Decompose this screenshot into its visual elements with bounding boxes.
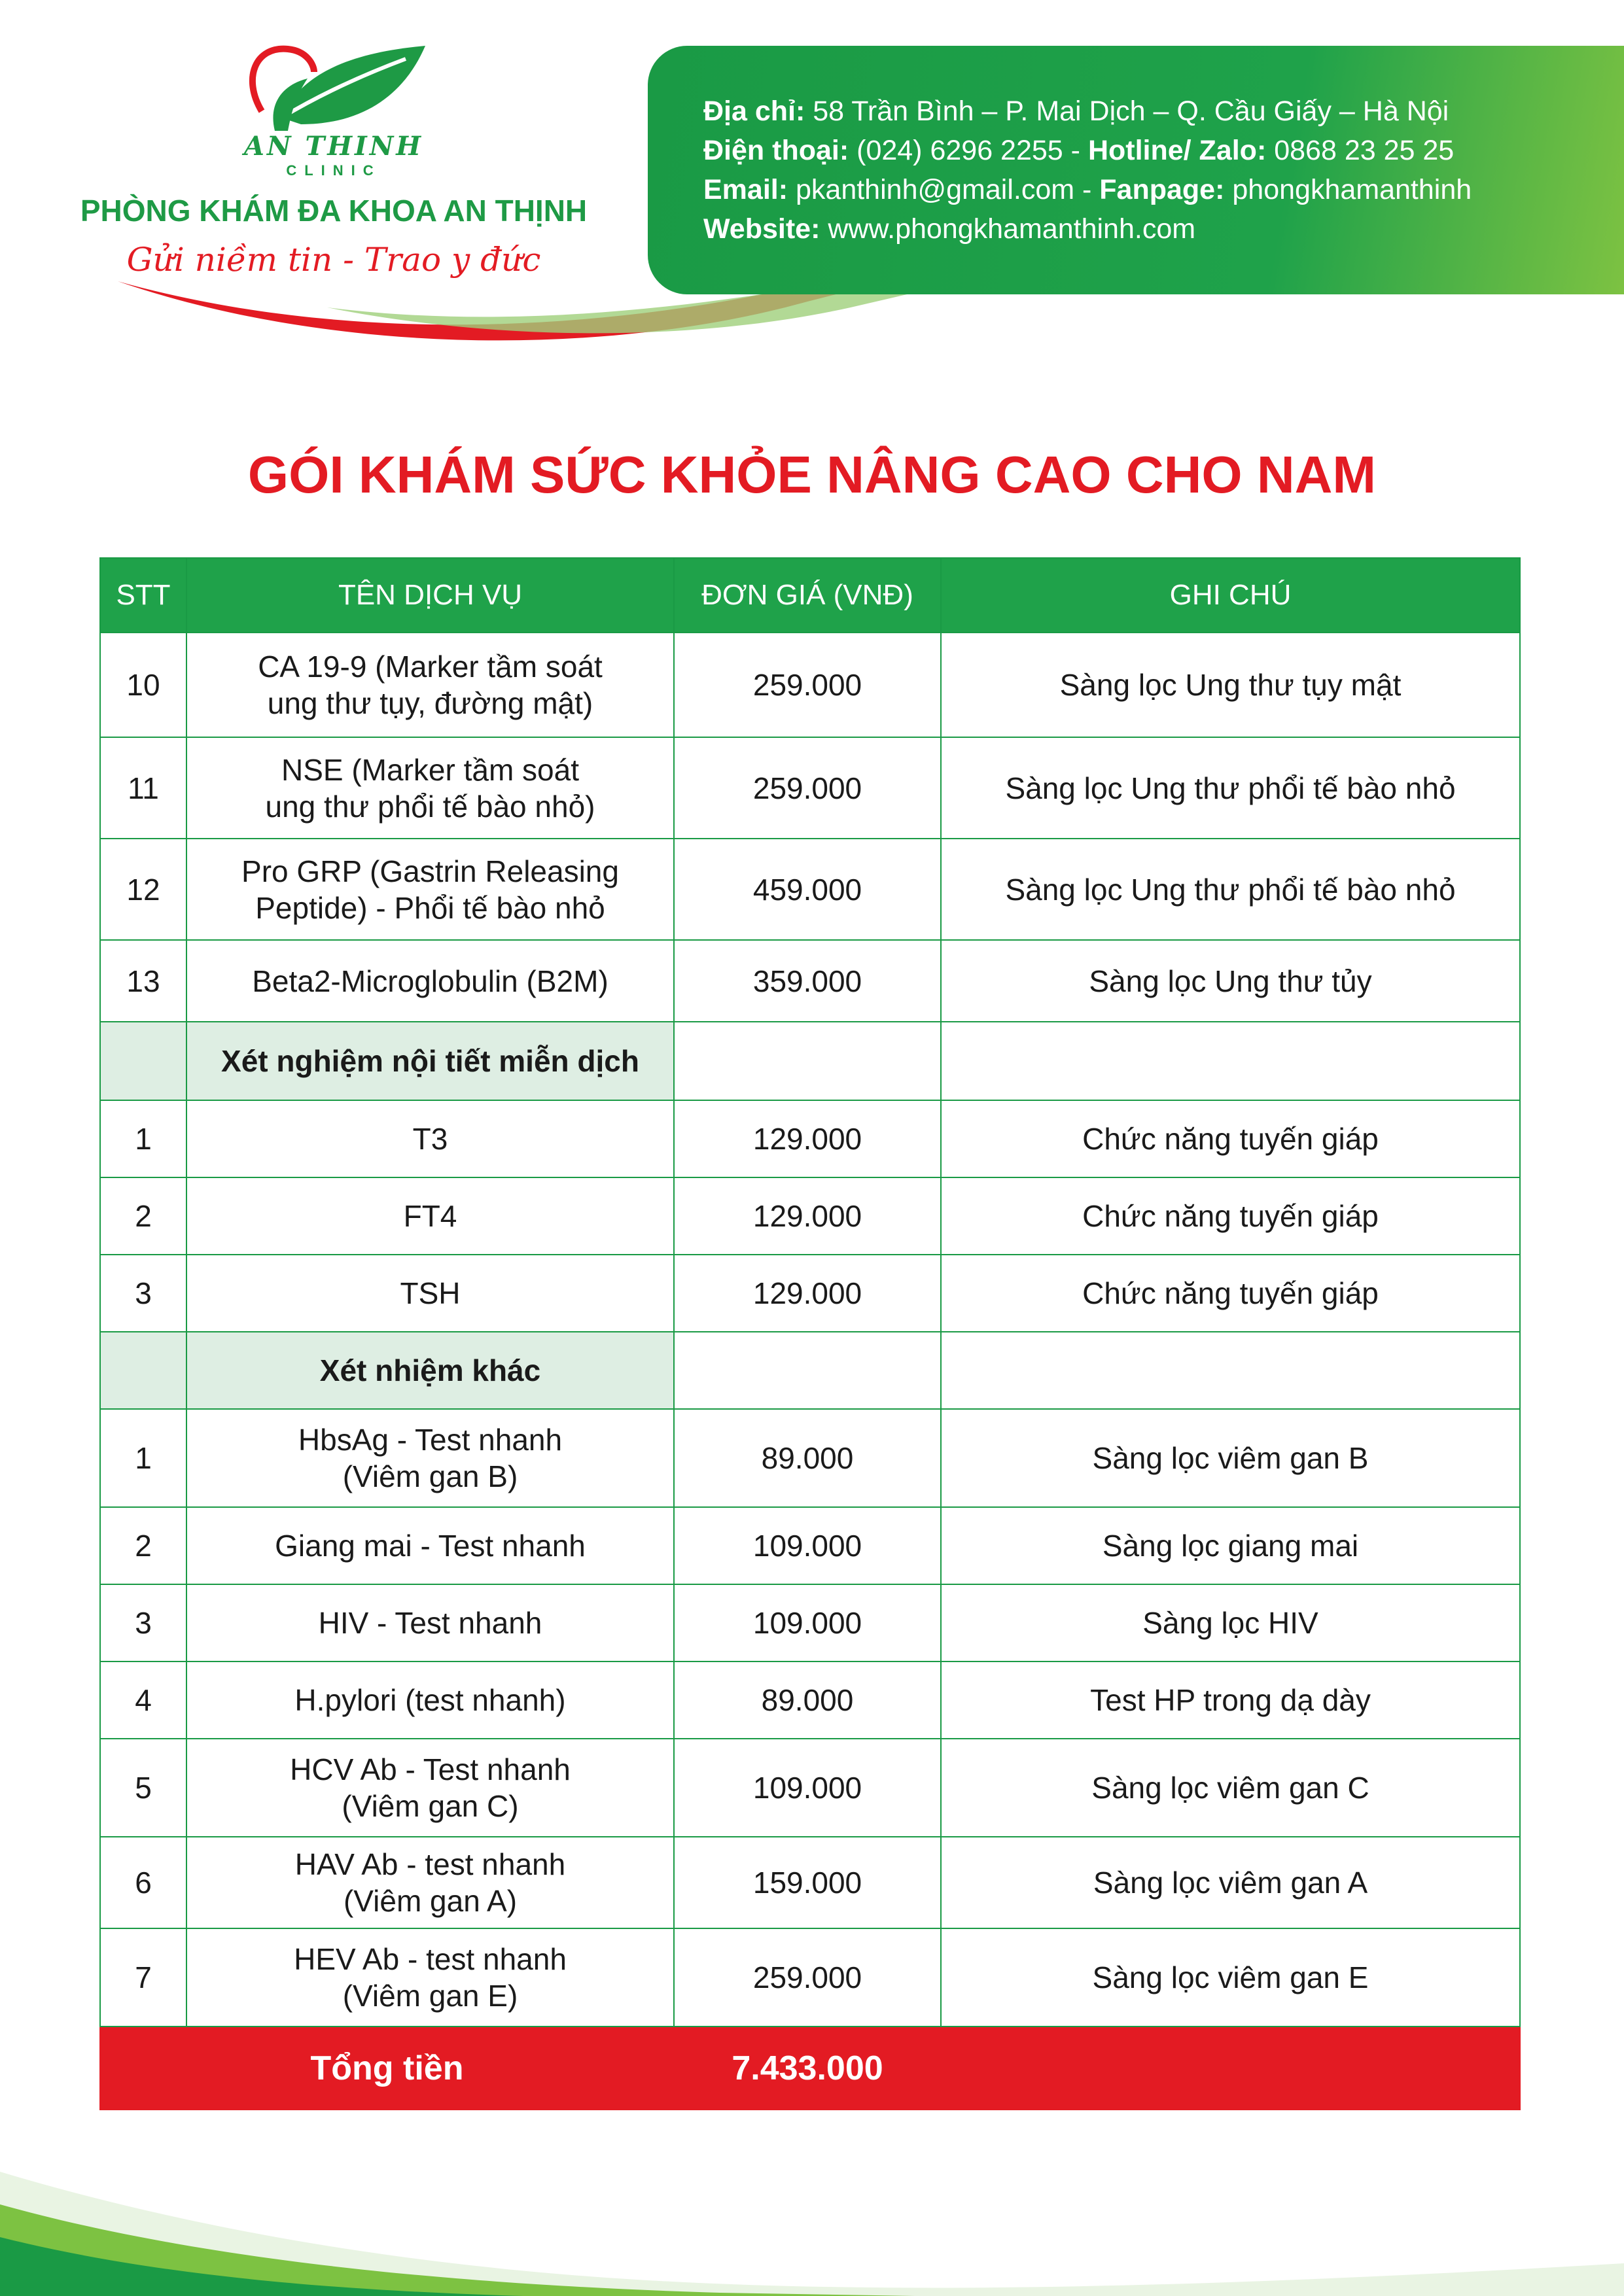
service-name-cell: H.pylori (test nhanh) bbox=[186, 1661, 674, 1739]
service-name-cell: HIV - Test nhanh bbox=[186, 1584, 674, 1661]
website-line: Website: www.phongkhamanthinh.com bbox=[703, 213, 1196, 245]
clinic-name: PHÒNG KHÁM ĐA KHOA AN THỊNH bbox=[80, 194, 588, 228]
table-row bbox=[100, 1255, 1520, 1332]
service-name-cell: TSH bbox=[186, 1255, 674, 1332]
price-cell: 129.000 bbox=[674, 1177, 941, 1255]
total-label: Tổng tiền bbox=[100, 2026, 674, 2110]
price-cell: 259.000 bbox=[674, 1928, 941, 2026]
price-cell: 109.000 bbox=[674, 1507, 941, 1584]
note-cell: Sàng lọc HIV bbox=[941, 1584, 1520, 1661]
stt-cell: 2 bbox=[100, 1507, 186, 1584]
section-title: Xét nhiệm khác bbox=[186, 1332, 674, 1409]
price-cell: 129.000 bbox=[674, 1100, 941, 1177]
stt-cell: 10 bbox=[100, 633, 186, 737]
stt-cell: 1 bbox=[100, 1409, 186, 1507]
price-cell: 109.000 bbox=[674, 1739, 941, 1837]
contact-info-box bbox=[648, 46, 1624, 294]
table-row bbox=[100, 1507, 1520, 1584]
clinic-logo bbox=[39, 26, 628, 353]
header-note: GHI CHÚ bbox=[941, 558, 1520, 633]
header-price: ĐƠN GIÁ (VNĐ) bbox=[674, 558, 941, 633]
address-line: Địa chỉ: 58 Trần Bình – P. Mai Dịch – Q. Cầu Giấy – Hà Nội bbox=[703, 96, 1449, 127]
table-row bbox=[100, 1100, 1520, 1177]
empty-cell bbox=[941, 1332, 1520, 1409]
service-name-cell: HEV Ab - test nhanh (Viêm gan E) bbox=[186, 1928, 674, 2026]
logo-wordmark: AN THINH bbox=[243, 131, 424, 162]
note-cell: Test HP trong dạ dày bbox=[941, 1661, 1520, 1739]
price-cell: 109.000 bbox=[674, 1584, 941, 1661]
header-service-name: TÊN DỊCH VỤ bbox=[186, 558, 674, 633]
note-cell: Sàng lọc Ung thư tủy bbox=[941, 940, 1520, 1022]
note-cell: Sàng lọc viêm gan E bbox=[941, 1928, 1520, 2026]
service-name-cell: T3 bbox=[186, 1100, 674, 1177]
service-name-cell: HCV Ab - Test nhanh (Viêm gan C) bbox=[186, 1739, 674, 1837]
note-cell: Sàng lọc viêm gan B bbox=[941, 1409, 1520, 1507]
note-cell: Chức năng tuyến giáp bbox=[941, 1255, 1520, 1332]
total-empty-cell bbox=[941, 2026, 1520, 2110]
service-name-cell: CA 19-9 (Marker tầm soát ung thư tụy, đường mật) bbox=[186, 633, 674, 737]
empty-cell bbox=[674, 1022, 941, 1100]
service-name-cell: FT4 bbox=[186, 1177, 674, 1255]
stt-cell: 11 bbox=[100, 737, 186, 839]
table-row bbox=[100, 1837, 1520, 1928]
service-name-cell: Beta2-Microglobulin (B2M) bbox=[186, 940, 674, 1022]
table-row bbox=[100, 1661, 1520, 1739]
stt-cell: 4 bbox=[100, 1661, 186, 1739]
header-stt: STT bbox=[100, 558, 186, 633]
empty-cell bbox=[674, 1332, 941, 1409]
note-cell: Sàng lọc Ung thư tụy mật bbox=[941, 633, 1520, 737]
note-cell: Chức năng tuyến giáp bbox=[941, 1100, 1520, 1177]
price-cell: 129.000 bbox=[674, 1255, 941, 1332]
total-row bbox=[100, 2026, 1520, 2110]
table-header-row bbox=[100, 558, 1520, 633]
slogan: Gửi niềm tin - Trao y đức bbox=[126, 241, 541, 279]
note-cell: Sàng lọc viêm gan C bbox=[941, 1739, 1520, 1837]
section-stt-cell bbox=[100, 1332, 186, 1409]
price-cell: 159.000 bbox=[674, 1837, 941, 1928]
price-cell: 89.000 bbox=[674, 1661, 941, 1739]
table-row bbox=[100, 940, 1520, 1022]
price-cell: 359.000 bbox=[674, 940, 941, 1022]
table-row bbox=[100, 1928, 1520, 2026]
stt-cell: 1 bbox=[100, 1100, 186, 1177]
note-cell: Sàng lọc Ung thư phổi tế bào nhỏ bbox=[941, 737, 1520, 839]
email-line: Email: pkanthinh@gmail.com - Fanpage: phongkhamanthinh bbox=[703, 174, 1472, 205]
table-row bbox=[100, 1584, 1520, 1661]
price-cell: 259.000 bbox=[674, 633, 941, 737]
stt-cell: 6 bbox=[100, 1837, 186, 1928]
service-name-cell: Giang mai - Test nhanh bbox=[186, 1507, 674, 1584]
stt-cell: 13 bbox=[100, 940, 186, 1022]
stt-cell: 5 bbox=[100, 1739, 186, 1837]
table-row bbox=[100, 1739, 1520, 1837]
price-cell: 259.000 bbox=[674, 737, 941, 839]
stt-cell: 3 bbox=[100, 1255, 186, 1332]
note-cell: Chức năng tuyến giáp bbox=[941, 1177, 1520, 1255]
section-title: Xét nghiệm nội tiết miễn dịch bbox=[186, 1022, 674, 1100]
note-cell: Sàng lọc Ung thư phổi tế bào nhỏ bbox=[941, 839, 1520, 940]
stt-cell: 7 bbox=[100, 1928, 186, 2026]
service-name-cell: HbsAg - Test nhanh (Viêm gan B) bbox=[186, 1409, 674, 1507]
price-table bbox=[99, 557, 1521, 2110]
logo-subtext: CLINIC bbox=[286, 162, 381, 179]
empty-cell bbox=[941, 1022, 1520, 1100]
stt-cell: 12 bbox=[100, 839, 186, 940]
page-title: GÓI KHÁM SỨC KHỎE NÂNG CAO CHO NAM bbox=[247, 445, 1377, 504]
price-cell: 89.000 bbox=[674, 1409, 941, 1507]
service-name-cell: NSE (Marker tầm soát ung thư phổi tế bào nhỏ) bbox=[186, 737, 674, 839]
section-row bbox=[100, 1332, 1520, 1409]
leaf-heart-icon bbox=[242, 33, 438, 137]
price-cell: 459.000 bbox=[674, 839, 941, 940]
note-cell: Sàng lọc viêm gan A bbox=[941, 1837, 1520, 1928]
table-row bbox=[100, 1409, 1520, 1507]
phone-line: Điện thoại: (024) 6296 2255 - Hotline/ Zalo: 0868 23 25 25 bbox=[703, 135, 1455, 166]
footer-swoosh-graphic bbox=[0, 2100, 1624, 2296]
service-name-cell: HAV Ab - test nhanh (Viêm gan A) bbox=[186, 1837, 674, 1928]
note-cell: Sàng lọc giang mai bbox=[941, 1507, 1520, 1584]
service-name-cell: Pro GRP (Gastrin Releasing Peptide) - Phổi tế bào nhỏ bbox=[186, 839, 674, 940]
table-row bbox=[100, 839, 1520, 940]
total-value: 7.433.000 bbox=[674, 2026, 941, 2110]
table-row bbox=[100, 737, 1520, 839]
table-body bbox=[100, 633, 1520, 2026]
table-row bbox=[100, 633, 1520, 737]
stt-cell: 3 bbox=[100, 1584, 186, 1661]
table-row bbox=[100, 1177, 1520, 1255]
stt-cell: 2 bbox=[100, 1177, 186, 1255]
section-stt-cell bbox=[100, 1022, 186, 1100]
section-row bbox=[100, 1022, 1520, 1100]
